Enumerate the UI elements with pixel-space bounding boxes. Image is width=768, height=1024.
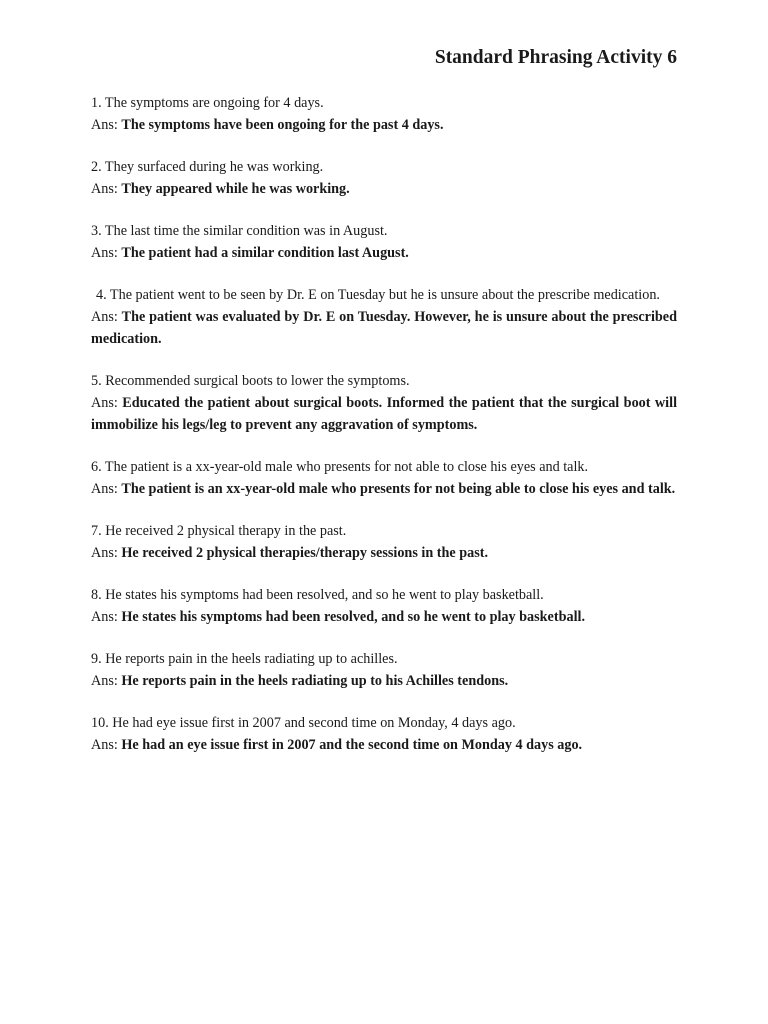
answer-label: Ans: (91, 245, 118, 261)
answer-label: Ans: (91, 673, 118, 689)
answer-line (91, 242, 677, 264)
question-text: 9. He reports pain in the heels radiating up to achilles. (91, 651, 398, 667)
answer-line (91, 606, 677, 628)
answer-label: Ans: (91, 395, 118, 411)
answer-label: Ans: (91, 737, 118, 753)
exercise-item-9 (91, 648, 677, 692)
exercise-item-4 (91, 284, 677, 350)
answer-text: He received 2 physical therapies/therapy sessions in the past. (121, 545, 488, 561)
answer-line (91, 542, 677, 564)
question-text: 4. The patient went to be seen by Dr. E on Tuesday but he is unsure about the prescribe medication. (96, 287, 660, 303)
answer-text: The patient had a similar condition last August. (121, 245, 409, 261)
question-text: 1. The symptoms are ongoing for 4 days. (91, 95, 324, 111)
question-text: 7. He received 2 physical therapy in the past. (91, 523, 347, 539)
question-text: 6. The patient is a xx-year-old male who presents for not able to close his eyes and talk. (91, 459, 589, 475)
answer-text: The patient is an xx-year-old male who presents for not being able to close his eyes and talk. (121, 481, 676, 497)
question-text: 10. He had eye issue first in 2007 and second time on Monday, 4 days ago. (91, 715, 516, 731)
exercise-item-8 (91, 584, 677, 628)
answer-line (91, 734, 677, 756)
exercise-item-5 (91, 370, 677, 436)
exercise-item-10 (91, 712, 677, 756)
answer-label: Ans: (91, 481, 118, 497)
answer-line (91, 478, 677, 500)
exercise-item-3 (91, 220, 677, 264)
answer-text: They appeared while he was working. (121, 181, 350, 197)
answer-label: Ans: (91, 609, 118, 625)
exercise-item-7 (91, 520, 677, 564)
answer-text: He had an eye issue first in 2007 and the second time on Monday 4 days ago. (121, 737, 583, 753)
exercise-item-1 (91, 92, 677, 136)
exercise-item-2 (91, 156, 677, 200)
question-text: 2. They surfaced during he was working. (91, 159, 324, 175)
page-title: Standard Phrasing Activity 6 (434, 47, 677, 68)
answer-label: Ans: (91, 117, 118, 133)
answer-line (91, 392, 677, 436)
answer-text: He reports pain in the heels radiating up to his Achilles tendons. (121, 673, 509, 689)
answer-label: Ans: (91, 545, 118, 561)
answer-line (91, 114, 677, 136)
answer-line (91, 306, 677, 350)
question-text: 5. Recommended surgical boots to lower the symptoms. (91, 373, 410, 389)
answer-text: Educated the patient about surgical boots. Informed the patient that the surgical boot will immobilize his legs/leg to prevent any aggravation of symptoms. (91, 395, 678, 433)
answer-label: Ans: (91, 309, 118, 325)
question-text: 8. He states his symptoms had been resolved, and so he went to play basketball. (91, 587, 544, 603)
answer-label: Ans: (91, 181, 118, 197)
answer-text: He states his symptoms had been resolved, and so he went to play basketball. (121, 609, 585, 625)
answer-line (91, 178, 677, 200)
exercise-item-6 (91, 456, 677, 500)
question-text: 3. The last time the similar condition was in August. (91, 223, 388, 239)
answer-text: The symptoms have been ongoing for the past 4 days. (121, 117, 444, 133)
exercise-list (91, 92, 677, 776)
answer-text: The patient was evaluated by Dr. E on Tuesday. However, he is unsure about the prescribed medication. (91, 309, 677, 347)
answer-line (91, 670, 677, 692)
